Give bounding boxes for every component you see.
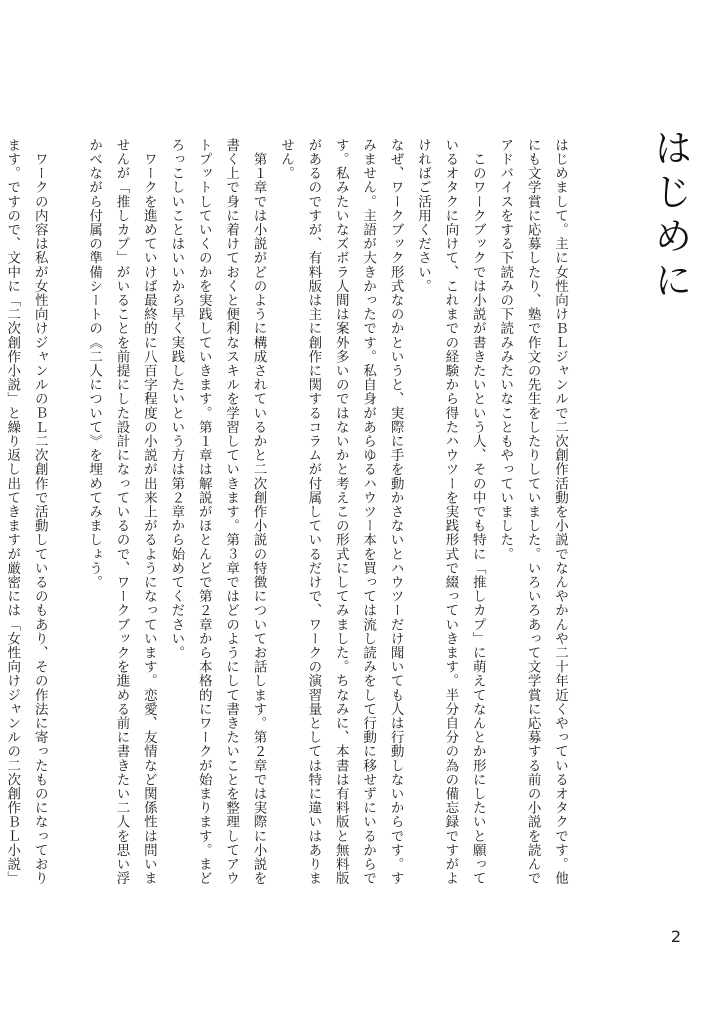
paragraph: ワークの内容は私が女性向けジャンルのＢＬ二次創作で活動しているのもあり、その作法に寄ったものになっております。ですので、文中に「二次創作小説」と繰り返し出てきますが厳密には「女性向けジャンルの二次創作ＢＬ小説」 <box>4 138 48 886</box>
paragraph: このワークブックでは小説が書きたいという人、その中でも特に「推しカプ」に萌えてなんとか形にしたいと願っているオタクに向けて、これまでの経験から得たハウツーを実践形式で綴っていきます。半分自分の為の備忘録ですがよければご活用ください。 <box>414 138 486 886</box>
page-number: 2 <box>670 927 681 946</box>
page-title: はじめに <box>648 128 692 304</box>
paragraph: 第１章では小説がどのように構成されているかと二次創作小説の特徴についてお話します。第２章では実際に小説を書く上で身に着けておくと便利なスキルを学習していきます。第３章ではどのようにして書きたいことを整理してアウトプットしていくのかを実践していきます。第１章は解説がほとんどで第２章から本格的にワークが始まります。まどろっこしいことはいいから早く実践したいという方は第２章から始めてください。 <box>168 138 267 886</box>
body-text <box>4 138 573 890</box>
paragraph: なぜ、ワークブック形式なのかというと、実際に手を動かさないとハウツーだけ聞いても人は行動しないからです。すみません。主語が大きかったです。私自身があらゆるハウツー本を買っては流し読みをして行動に移せずにいるからです。私みたいなズボラ人間は案外多いのではないかと考えこの形式にしてみました。ちなみに、本書は有料版と無料版があるのですが、有料版は主に創作に関するコラムが付属しているだけで、ワークの演習量としては特に違いはありません。 <box>277 138 404 886</box>
paragraph: ワークを進めていけば最終的に八百字程度の小説が出来上がるようになっています。恋愛、友情など関係性は問いませんが「推しカプ」がいることを前提にした設計になっているので、ワークブックを進める前に書きたい二人を思い浮かべながら付属の準備シートの《二人について》を埋めてみましょう。 <box>86 138 157 886</box>
paragraph: はじめまして。主に女性向けＢＬジャンルで二次創作活動を小説でなんやかんや二十年近くやっているオタクです。他にも文学賞に応募したり、塾で作文の先生をしたりしていました。いろいろあって文学賞に応募する前の小説を読んでアドバイスをする下読みの下読みみたいなこともやっていました。 <box>497 138 568 886</box>
